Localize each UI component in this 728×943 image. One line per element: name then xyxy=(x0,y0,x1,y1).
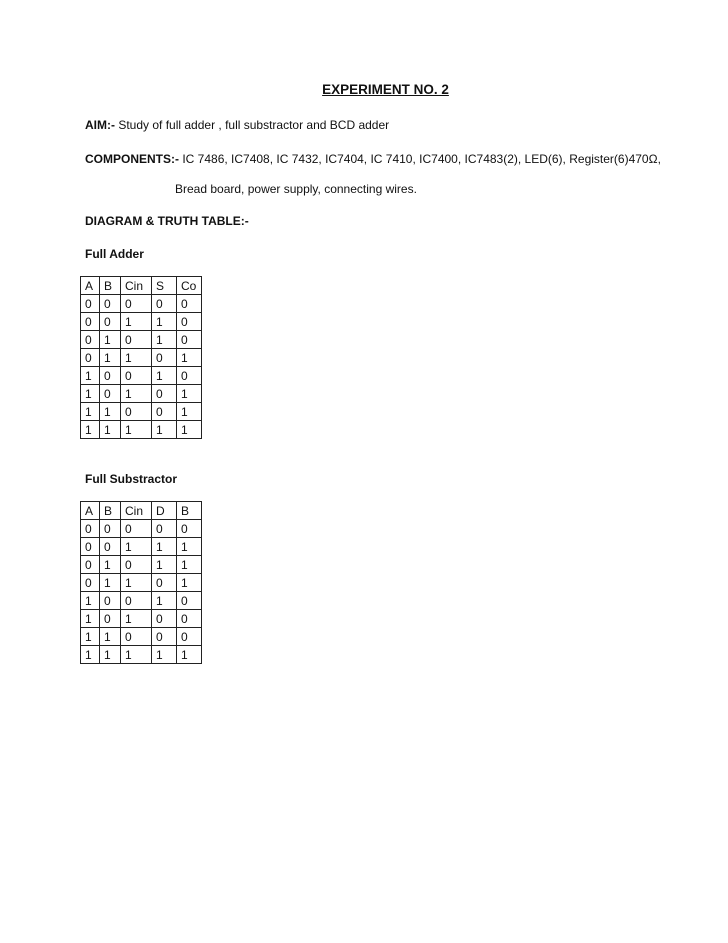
column-header: Cin xyxy=(121,277,152,295)
table-cell: 1 xyxy=(81,610,100,628)
table-cell: 0 xyxy=(121,556,152,574)
table-cell: 1 xyxy=(100,646,121,664)
table-cell: 0 xyxy=(121,295,152,313)
table-cell: 0 xyxy=(177,628,202,646)
diagram-heading: DIAGRAM & TRUTH TABLE:- xyxy=(85,214,249,228)
table-cell: 0 xyxy=(100,538,121,556)
column-header: A xyxy=(81,502,100,520)
table-cell: 0 xyxy=(100,313,121,331)
table-cell: 0 xyxy=(177,367,202,385)
table-cell: 0 xyxy=(121,592,152,610)
table-cell: 1 xyxy=(152,331,177,349)
table-row xyxy=(81,592,202,610)
table-cell: 0 xyxy=(121,520,152,538)
table-cell: 0 xyxy=(100,295,121,313)
table-row xyxy=(81,403,202,421)
table-cell: 0 xyxy=(100,520,121,538)
table-cell: 1 xyxy=(152,592,177,610)
table-cell: 1 xyxy=(100,403,121,421)
table-row xyxy=(81,349,202,367)
table-row xyxy=(81,538,202,556)
table-row xyxy=(81,628,202,646)
column-header: Co xyxy=(177,277,202,295)
table-cell: 1 xyxy=(81,646,100,664)
full-substractor-truth-table xyxy=(80,501,202,664)
table-cell: 1 xyxy=(152,421,177,439)
table-cell: 1 xyxy=(121,385,152,403)
table-cell: 0 xyxy=(81,538,100,556)
table-cell: 1 xyxy=(152,556,177,574)
table-cell: 1 xyxy=(100,331,121,349)
table-cell: 0 xyxy=(152,520,177,538)
table-cell: 0 xyxy=(81,349,100,367)
table-cell: 0 xyxy=(121,628,152,646)
aim-line xyxy=(85,117,389,133)
table-cell: 0 xyxy=(152,610,177,628)
table-cell: 0 xyxy=(100,610,121,628)
table-cell: 1 xyxy=(152,538,177,556)
table-cell: 1 xyxy=(121,646,152,664)
table-cell: 1 xyxy=(177,349,202,367)
full-adder-truth-table xyxy=(80,276,202,439)
table-row xyxy=(81,421,202,439)
table-cell: 0 xyxy=(177,331,202,349)
table-cell: 1 xyxy=(81,628,100,646)
table-cell: 1 xyxy=(152,646,177,664)
table-cell: 1 xyxy=(121,610,152,628)
column-header: B xyxy=(100,277,121,295)
column-header: B xyxy=(177,502,202,520)
table-row xyxy=(81,556,202,574)
table-cell: 1 xyxy=(100,556,121,574)
table-cell: 0 xyxy=(177,610,202,628)
table-cell: 1 xyxy=(177,538,202,556)
aim-text: Study of full adder , full substractor and BCD adder xyxy=(115,118,390,132)
table-row xyxy=(81,610,202,628)
table-cell: 0 xyxy=(121,367,152,385)
table-row xyxy=(81,574,202,592)
table-cell: 1 xyxy=(100,574,121,592)
table-cell: 0 xyxy=(152,628,177,646)
table-header-row xyxy=(81,277,202,295)
table-cell: 0 xyxy=(121,331,152,349)
table-row xyxy=(81,646,202,664)
table-cell: 1 xyxy=(81,421,100,439)
table-cell: 1 xyxy=(81,592,100,610)
column-header: Cin xyxy=(121,502,152,520)
components-continuation: Bread board, power supply, connecting wires. xyxy=(175,182,417,196)
column-header: S xyxy=(152,277,177,295)
components-continuation-line xyxy=(85,181,417,197)
table-cell: 0 xyxy=(100,367,121,385)
column-header: A xyxy=(81,277,100,295)
table-cell: 0 xyxy=(177,592,202,610)
table-cell: 1 xyxy=(81,367,100,385)
table-cell: 0 xyxy=(152,403,177,421)
table-row xyxy=(81,313,202,331)
components-label: COMPONENTS:- xyxy=(85,152,179,166)
table-cell: 1 xyxy=(100,421,121,439)
table-row xyxy=(81,331,202,349)
table-cell: 1 xyxy=(177,574,202,592)
table-cell: 0 xyxy=(121,403,152,421)
table-cell: 1 xyxy=(152,313,177,331)
table-cell: 0 xyxy=(81,331,100,349)
table-cell: 0 xyxy=(81,313,100,331)
components-line xyxy=(85,151,661,167)
table-row xyxy=(81,385,202,403)
full-substractor-heading: Full Substractor xyxy=(85,472,178,486)
table-header-row xyxy=(81,502,202,520)
table-row xyxy=(81,367,202,385)
components-text: IC 7486, IC7408, IC 7432, IC7404, IC 7410, IC7400, IC7483(2), LED(6), Register(6)470Ω, xyxy=(179,152,661,166)
table-cell: 1 xyxy=(177,421,202,439)
column-header: D xyxy=(152,502,177,520)
table-cell: 0 xyxy=(152,295,177,313)
table-cell: 0 xyxy=(100,385,121,403)
aim-label: AIM:- xyxy=(85,118,115,132)
table-cell: 1 xyxy=(100,628,121,646)
table-row xyxy=(81,295,202,313)
table-cell: 1 xyxy=(121,538,152,556)
table-cell: 0 xyxy=(100,592,121,610)
column-header: B xyxy=(100,502,121,520)
table-cell: 1 xyxy=(121,421,152,439)
table-cell: 0 xyxy=(177,520,202,538)
table-cell: 1 xyxy=(177,403,202,421)
table-cell: 1 xyxy=(121,349,152,367)
table-cell: 1 xyxy=(81,385,100,403)
table-cell: 0 xyxy=(81,556,100,574)
full-adder-heading: Full Adder xyxy=(85,247,144,261)
table-cell: 0 xyxy=(152,385,177,403)
table-cell: 0 xyxy=(81,520,100,538)
table-cell: 0 xyxy=(177,313,202,331)
table-cell: 0 xyxy=(152,574,177,592)
table-cell: 0 xyxy=(177,295,202,313)
table-cell: 0 xyxy=(81,295,100,313)
table-cell: 1 xyxy=(177,556,202,574)
table-row xyxy=(81,520,202,538)
experiment-title: EXPERIMENT NO. 2 xyxy=(322,82,449,97)
table-cell: 0 xyxy=(152,349,177,367)
table-cell: 1 xyxy=(81,403,100,421)
table-cell: 1 xyxy=(177,385,202,403)
table-cell: 1 xyxy=(100,349,121,367)
table-cell: 1 xyxy=(121,313,152,331)
table-cell: 0 xyxy=(81,574,100,592)
table-cell: 1 xyxy=(152,367,177,385)
table-cell: 1 xyxy=(121,574,152,592)
table-cell: 1 xyxy=(177,646,202,664)
